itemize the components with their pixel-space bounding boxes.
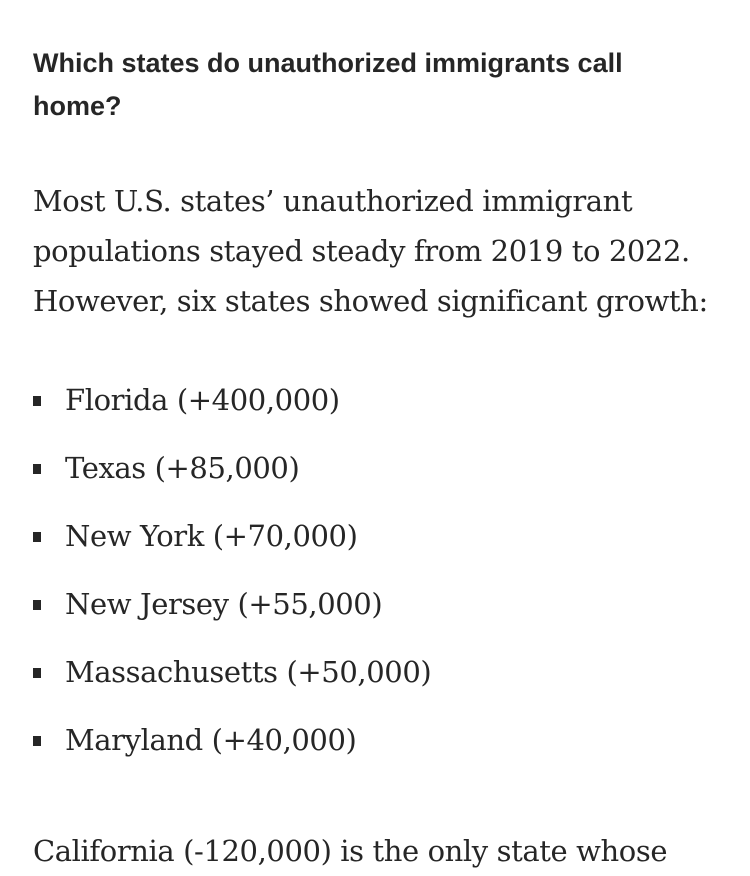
list-item-label: Florida (+400,000): [65, 383, 340, 417]
square-bullet-icon: [33, 668, 41, 678]
square-bullet-icon: [33, 532, 41, 542]
list-item-new-york: [33, 510, 723, 578]
list-item-massachusetts: [33, 646, 723, 714]
next-paragraph: California (-120,000) is the only state whose: [33, 834, 668, 868]
square-bullet-icon: [33, 464, 41, 474]
section-heading: Which states do unauthorized immigrants call home?: [33, 48, 623, 121]
square-bullet-icon: [33, 396, 41, 406]
list-item-label: New Jersey (+55,000): [65, 587, 383, 621]
list-item-maryland: [33, 714, 723, 782]
intro-paragraph: Most U.S. states’ unauthorized immigrant populations stayed steady from 2019 to 2022. However, six states showed significant growth:: [33, 184, 708, 318]
list-item-label: New York (+70,000): [65, 519, 358, 553]
list-item-label: Texas (+85,000): [65, 451, 300, 485]
list-item-texas: [33, 442, 723, 510]
state-growth-list: [33, 374, 723, 782]
list-item-label: Maryland (+40,000): [65, 723, 357, 757]
square-bullet-icon: [33, 600, 41, 610]
square-bullet-icon: [33, 736, 41, 746]
list-item-new-jersey: [33, 578, 723, 646]
list-item-label: Massachusetts (+50,000): [65, 655, 432, 689]
list-item-florida: [33, 374, 723, 442]
